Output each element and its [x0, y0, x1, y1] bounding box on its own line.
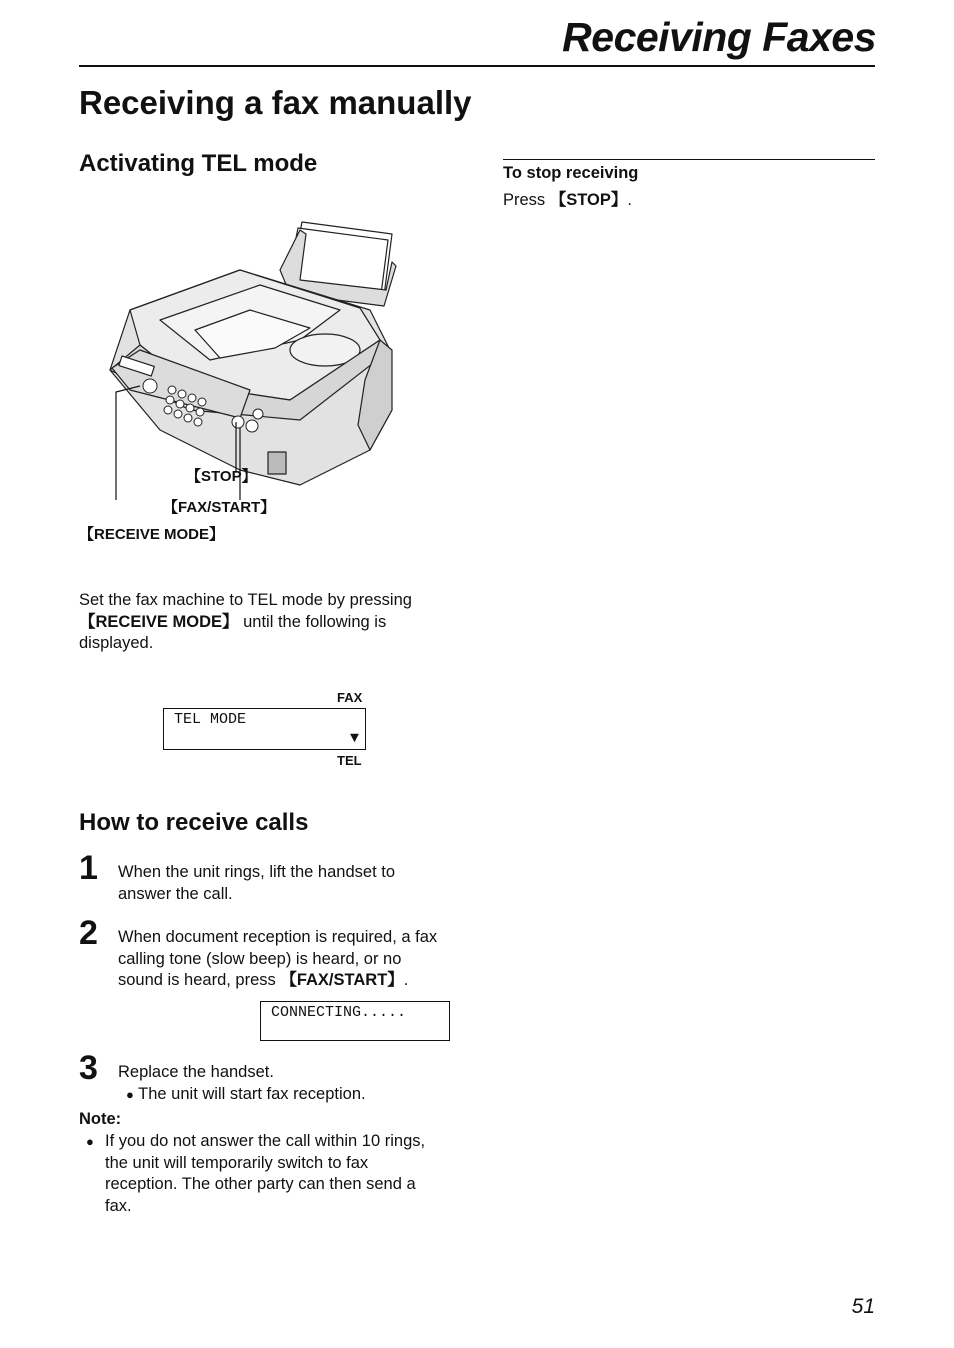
stop-receiving-heading: To stop receiving	[503, 164, 639, 182]
note-line-1: If you do not answer the call within 10 rings,	[105, 1132, 426, 1150]
step-number-2: 2	[79, 914, 98, 952]
display-text: TEL MODE	[174, 711, 247, 728]
step-1-text	[118, 862, 458, 905]
step-2-line-1: When document reception is required, a fax	[118, 928, 438, 946]
bullet-icon: ●	[126, 1086, 134, 1102]
display-tel-label: TEL	[337, 753, 362, 768]
section-rule	[503, 159, 875, 160]
header-rule	[79, 65, 875, 67]
step-3-line-1: Replace the handset.	[118, 1063, 274, 1081]
stop-receiving-instruction	[503, 190, 632, 212]
page-number: 51	[851, 1295, 875, 1318]
note-label: Note:	[79, 1110, 122, 1128]
step-1-line-2: answer the call.	[118, 884, 233, 903]
chapter-title: Receiving Faxes	[562, 14, 876, 60]
fax-start-callout: 【FAX/START】	[163, 499, 276, 516]
intro-line-1: Set the fax machine to TEL mode by pressing	[79, 591, 412, 609]
note-text	[86, 1131, 456, 1217]
step-2-line-3	[118, 970, 463, 992]
note-line-2: the unit will temporarily switch to fax	[105, 1153, 369, 1172]
fax-start-key: 【FAX/START】	[280, 971, 404, 989]
tel-mode-display	[163, 708, 366, 750]
period-text: .	[627, 191, 632, 209]
note-line-3: reception. The other party can then send a	[105, 1175, 416, 1193]
step-number-3: 3	[79, 1049, 98, 1087]
press-text: Press	[503, 191, 550, 209]
receive-mode-key: 【RECEIVE MODE】	[79, 612, 239, 631]
page-title: Receiving a fax manually	[79, 84, 472, 121]
stop-key: 【STOP】	[549, 191, 628, 209]
bullet-icon: ●	[86, 1134, 94, 1149]
step-2-text	[118, 927, 463, 992]
intro-paragraph	[79, 590, 459, 655]
step-3-text	[118, 1062, 458, 1105]
step-2-line-3-suffix: .	[403, 971, 409, 989]
intro-line-3: displayed.	[79, 634, 154, 652]
step-2-line-3-prefix: sound is heard, press	[118, 971, 281, 989]
step-3-bullet-item	[118, 1084, 458, 1106]
step-2-line-2: calling tone (slow beep) is heard, or no	[118, 949, 402, 968]
fax-machine-illustration	[100, 210, 400, 500]
display-fax-label: FAX	[337, 690, 363, 705]
step-number-1: 1	[79, 849, 98, 887]
intro-line-2	[79, 612, 459, 634]
connecting-display-text: CONNECTING.....	[271, 1004, 407, 1021]
step-3-bullet-text: The unit will start fax reception.	[138, 1084, 366, 1103]
section-heading-activating: Activating TEL mode	[79, 150, 318, 177]
step-1-line-1: When the unit rings, lift the handset to	[118, 863, 395, 881]
stop-callout: 【STOP】	[186, 468, 257, 485]
receive-mode-callout: 【RECEIVE MODE】	[79, 526, 225, 543]
section-heading-receive-calls: How to receive calls	[79, 809, 309, 836]
arrow-down-icon: ▼	[349, 730, 359, 747]
intro-line-2-text: until the following is	[238, 612, 387, 631]
note-line-4: fax.	[105, 1196, 132, 1215]
note-item	[86, 1131, 456, 1217]
connecting-display	[260, 1001, 450, 1041]
